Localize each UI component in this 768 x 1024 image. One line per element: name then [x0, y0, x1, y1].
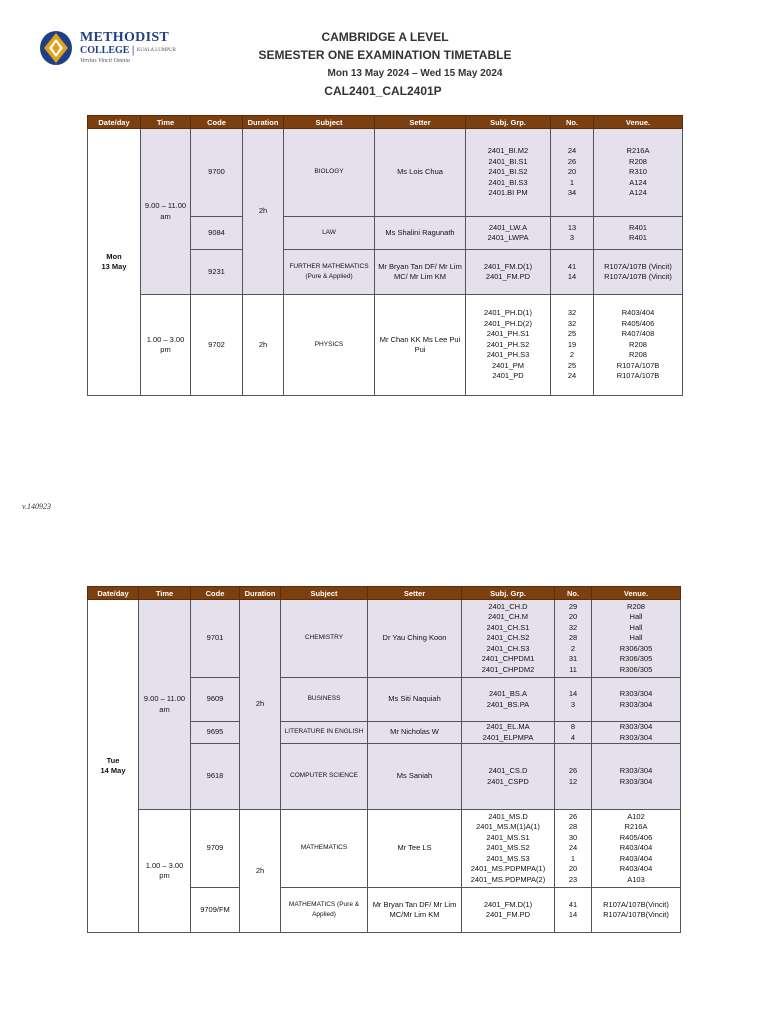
groups-cell	[462, 600, 555, 678]
subject-cell: FURTHER MATHEMATICS (Pure & Applied)	[284, 250, 375, 295]
timetable-tue	[87, 586, 681, 933]
cell-line: 2401_PD	[492, 371, 524, 381]
setter-cell: Mr Chan KK Ms Lee Pui Pui	[375, 295, 466, 396]
cell-line: 2401_EL.MA	[486, 722, 530, 731]
cell-line: 2401_CSPD	[487, 776, 529, 786]
col-date: Date/day	[88, 116, 141, 129]
no-cell	[555, 722, 592, 744]
no-cell	[551, 295, 594, 396]
cell-line: R216A	[626, 146, 650, 156]
cell-line: R107A/107B(Vincit)	[603, 899, 669, 909]
col-duration: Duration	[243, 116, 284, 129]
cell-line: R401	[629, 233, 647, 242]
setter-cell: Ms Siti Naquiah	[368, 678, 462, 722]
time-cell: 1.00 – 3.00 pm	[139, 810, 191, 933]
col-no: No.	[555, 587, 592, 600]
cell-line: A103	[627, 874, 645, 884]
col-venue: Venue.	[594, 116, 683, 129]
cell-line: 3	[569, 233, 575, 242]
time-cell: 9.00 – 11.00 am	[139, 600, 191, 810]
groups-cell	[462, 678, 555, 722]
code-cell: 9695	[191, 722, 240, 744]
cell-line: R403/404	[621, 308, 655, 318]
groups-cell	[466, 295, 551, 396]
cell-line: 32	[568, 622, 578, 632]
venue-cell	[594, 129, 683, 217]
cell-line: 2401_ELPMPA	[482, 732, 534, 742]
cell-line: 32	[567, 308, 577, 318]
col-no: No.	[551, 116, 594, 129]
setter-cell: Ms Saniah	[368, 744, 462, 810]
cell-line: 41	[568, 899, 578, 909]
subject-cell: PHYSICS	[284, 295, 375, 396]
setter-cell: Dr Yau Ching Koon	[368, 600, 462, 678]
groups-cell	[462, 722, 555, 744]
cell-line: 2401_PH.S3	[486, 350, 530, 360]
cell-line: R403/404	[619, 843, 653, 853]
cell-line: 20	[567, 167, 577, 177]
cell-line: 41	[567, 261, 577, 271]
table-row	[88, 810, 681, 888]
cell-line: R208	[629, 350, 647, 360]
cell-line: 34	[567, 188, 577, 198]
cell-line: R208	[629, 156, 647, 166]
cell-line: 2401_FM.PD	[485, 272, 531, 281]
cell-line: 2401_PH.S1	[486, 329, 530, 339]
setter-cell: Mr Tee LS	[368, 810, 462, 888]
cell-line: 2401_BS.A	[489, 689, 527, 698]
cell-line: 1	[569, 177, 575, 187]
cell-line: 2401_LWPA	[487, 233, 529, 242]
cell-line: 19	[567, 339, 577, 349]
col-subj-grp: Subj. Grp.	[466, 116, 551, 129]
duration-cell: 2h	[243, 129, 284, 295]
cell-line: R107A/107B	[616, 371, 660, 381]
cell-line: R303/304	[619, 776, 653, 786]
col-time: Time	[139, 587, 191, 600]
cell-line: 2401_MS.PDPMPA(2)	[470, 874, 546, 884]
cell-line: R306/305	[619, 643, 653, 653]
col-subject: Subject	[284, 116, 375, 129]
no-cell	[555, 744, 592, 810]
subject-cell: COMPUTER SCIENCE	[281, 744, 368, 810]
cell-line: 26	[568, 766, 578, 775]
cell-line: R306/305	[619, 664, 653, 674]
cell-line: 3	[570, 699, 576, 709]
col-code: Code	[191, 116, 243, 129]
date-cell: Tue 14 May	[88, 600, 139, 933]
title-code: CAL2401_CAL2401P	[324, 84, 442, 98]
cell-line: 28	[568, 633, 578, 643]
cell-line: 2401_MS.M(1)A(1)	[476, 822, 540, 832]
col-date: Date/day	[88, 587, 139, 600]
timetable-mon	[87, 115, 683, 396]
duration-cell: 2h	[240, 600, 281, 810]
cell-line: R405/406	[621, 318, 655, 328]
cell-line: 20	[568, 864, 578, 874]
cell-line: 2401_CH.S3	[486, 643, 530, 653]
cell-line: 26	[568, 811, 578, 821]
cell-line: R107A/107B (Vincit)	[604, 272, 672, 281]
cell-line: 24	[567, 146, 577, 156]
cell-line: 4	[570, 732, 576, 742]
cell-line: 23	[568, 874, 578, 884]
time-cell: 9.00 – 11.00 am	[141, 129, 191, 295]
col-setter: Setter	[375, 116, 466, 129]
cell-line: 2401_PH.D(2)	[484, 318, 532, 328]
cell-line: R310	[629, 167, 647, 177]
no-cell	[551, 217, 594, 250]
cell-line: 24	[567, 371, 577, 381]
cell-line: 2401_LW.A	[488, 222, 528, 232]
table-row	[88, 600, 681, 678]
code-cell: 9709	[191, 810, 240, 888]
setter-cell: Mr Bryan Tan DF/ Mr Lim MC/ Mr Lim KM	[375, 250, 466, 295]
code-cell: 9702	[191, 295, 243, 396]
col-code: Code	[191, 587, 240, 600]
cell-line: 2401_BS.PA	[486, 699, 530, 709]
subject-cell: LITERATURE IN ENGLISH	[281, 722, 368, 744]
no-cell	[551, 250, 594, 295]
cell-line: 24	[568, 843, 578, 853]
cell-line: 2	[569, 350, 575, 360]
cell-line: 2401_MS.S1	[486, 832, 530, 842]
subject-cell: MATHEMATICS (Pure & Applied)	[281, 888, 368, 933]
venue-cell	[592, 744, 681, 810]
title-line-1: CAMBRIDGE A LEVEL	[321, 30, 449, 44]
cell-line: 2401_CHPDM2	[481, 664, 535, 674]
cell-line: 28	[568, 822, 578, 832]
cell-line: R303/304	[619, 699, 653, 709]
cell-line: R306/305	[619, 654, 653, 664]
cell-line: 2401_FM.PD	[485, 910, 531, 919]
code-cell: 9231	[191, 250, 243, 295]
college-crest-icon	[38, 28, 76, 68]
cell-line: 11	[569, 664, 577, 674]
cell-line: 2401_CS.D	[488, 766, 528, 775]
cell-line: R208	[627, 601, 645, 611]
cell-line: 2401_MS.PDPMPA(1)	[470, 864, 546, 874]
setter-cell: Ms Shalini Ragunath	[375, 217, 466, 250]
groups-cell	[462, 744, 555, 810]
groups-cell	[466, 129, 551, 217]
venue-cell	[592, 810, 681, 888]
logo-motto: Veritas Vincit Omnia	[80, 58, 130, 64]
venue-cell	[592, 600, 681, 678]
subject-cell: CHEMISTRY	[281, 600, 368, 678]
cell-line: 2401_CH.S1	[486, 622, 530, 632]
cell-line: 2401_CH.D	[488, 601, 528, 611]
no-cell	[555, 600, 592, 678]
subject-cell: MATHEMATICS	[281, 810, 368, 888]
no-cell	[555, 888, 592, 933]
no-cell	[551, 129, 594, 217]
cell-line: R303/304	[619, 722, 653, 731]
cell-line: 14	[568, 689, 578, 698]
col-subject: Subject	[281, 587, 368, 600]
cell-line: 2401_BI.S2	[488, 167, 528, 177]
col-time: Time	[141, 116, 191, 129]
venue-cell	[592, 678, 681, 722]
cell-line: 20	[568, 612, 578, 622]
cell-line: 2401_CH.M	[487, 612, 529, 622]
cell-line: R407/408	[621, 329, 655, 339]
cell-line: R107A/107B(Vincit)	[603, 910, 669, 919]
code-cell: 9701	[191, 600, 240, 678]
cell-line: R405/406	[619, 832, 653, 842]
cell-line: 25	[567, 360, 577, 370]
cell-line: 1	[570, 853, 576, 863]
groups-cell	[462, 810, 555, 888]
cell-line: 2401_MS.S2	[486, 843, 530, 853]
cell-line: R403/404	[619, 853, 653, 863]
groups-cell	[466, 217, 551, 250]
cell-line: 2401_BI.S3	[488, 177, 528, 187]
col-setter: Setter	[368, 587, 462, 600]
cell-line: Hall	[629, 633, 643, 643]
venue-cell	[594, 295, 683, 396]
cell-line: R208	[629, 339, 647, 349]
col-subj-grp: Subj. Grp.	[462, 587, 555, 600]
cell-line: R403/404	[619, 864, 653, 874]
cell-line: 14	[568, 910, 578, 919]
venue-cell	[594, 250, 683, 295]
cell-line: R303/304	[619, 766, 653, 775]
time-cell: 1.00 – 3.00 pm	[141, 295, 191, 396]
duration-cell: 2h	[243, 295, 284, 396]
cell-line: 13	[567, 222, 577, 232]
cell-line: 2401_PH.S2	[486, 339, 530, 349]
cell-line: Hall	[629, 612, 643, 622]
cell-line: A124	[629, 188, 647, 198]
cell-line: 30	[568, 832, 578, 842]
code-cell: 9700	[191, 129, 243, 217]
cell-line: 2401_MS.D	[488, 811, 528, 821]
cell-line: A124	[629, 177, 647, 187]
cell-line: 2401_BI.M2	[487, 146, 529, 156]
cell-line: 2	[570, 643, 576, 653]
no-cell	[555, 810, 592, 888]
cell-line: 31	[568, 654, 578, 664]
groups-cell	[462, 888, 555, 933]
logo-name: METHODIST	[80, 30, 170, 45]
venue-cell	[592, 888, 681, 933]
duration-cell: 2h	[240, 810, 281, 933]
subject-cell: LAW	[284, 217, 375, 250]
cell-line: 29	[568, 601, 578, 611]
cell-line: 2401_BI.S1	[488, 156, 528, 166]
cell-line: 2401_PM	[491, 360, 525, 370]
cell-line: 12	[568, 776, 578, 786]
code-cell: 9609	[191, 678, 240, 722]
venue-cell	[594, 217, 683, 250]
cell-line: R107A/107B	[616, 360, 660, 370]
cell-line: 26	[567, 156, 577, 166]
cell-line: 8	[570, 722, 576, 731]
cell-line: Hall	[629, 622, 643, 632]
setter-cell: Mr Nicholas W	[368, 722, 462, 744]
cell-line: R303/304	[619, 689, 653, 698]
cell-line: A102	[627, 811, 645, 821]
table-header	[88, 587, 681, 600]
code-cell: 9618	[191, 744, 240, 810]
groups-cell	[466, 250, 551, 295]
table-row	[88, 129, 683, 217]
col-venue: Venue.	[592, 587, 681, 600]
col-duration: Duration	[240, 587, 281, 600]
cell-line: 14	[567, 272, 577, 281]
cell-line: 25	[567, 329, 577, 339]
cell-line: 2401_CH.S2	[486, 633, 530, 643]
college-logo	[38, 28, 176, 70]
cell-line: 2401_MS.S3	[486, 853, 530, 863]
setter-cell: Mr Bryan Tan DF/ Mr Lim MC/Mr Lim KM	[368, 888, 462, 933]
subject-cell: BIOLOGY	[284, 129, 375, 217]
code-cell: 9084	[191, 217, 243, 250]
subject-cell: BUSINESS	[281, 678, 368, 722]
title-line-2: SEMESTER ONE EXAMINATION TIMETABLE	[258, 48, 512, 62]
no-cell	[555, 678, 592, 722]
table-row	[88, 295, 683, 396]
cell-line: 32	[567, 318, 577, 328]
cell-line: R401	[629, 222, 647, 232]
cell-line: 2401_FM.D(1)	[483, 261, 533, 271]
cell-line: R303/304	[619, 732, 653, 742]
table-header	[88, 116, 683, 129]
cell-line: R216A	[624, 822, 648, 832]
cell-line: 2401_CHPDM1	[481, 654, 535, 664]
venue-cell	[592, 722, 681, 744]
cell-line: 2401_FM.D(1)	[483, 899, 533, 909]
cell-line: R107A/107B (Vincit)	[604, 261, 672, 271]
cell-line: 2401_PH.D(1)	[484, 308, 532, 318]
cell-line: 2401.BI PM	[488, 188, 528, 198]
date-cell: Mon 13 May	[88, 129, 141, 396]
setter-cell: Ms Lois Chua	[375, 129, 466, 217]
title-date-range: Mon 13 May 2024 – Wed 15 May 2024	[327, 68, 503, 79]
version-label: v.140923	[22, 502, 51, 511]
code-cell: 9709/FM	[191, 888, 240, 933]
logo-sub: COLLEGE | KUALA LUMPUR	[80, 45, 176, 56]
